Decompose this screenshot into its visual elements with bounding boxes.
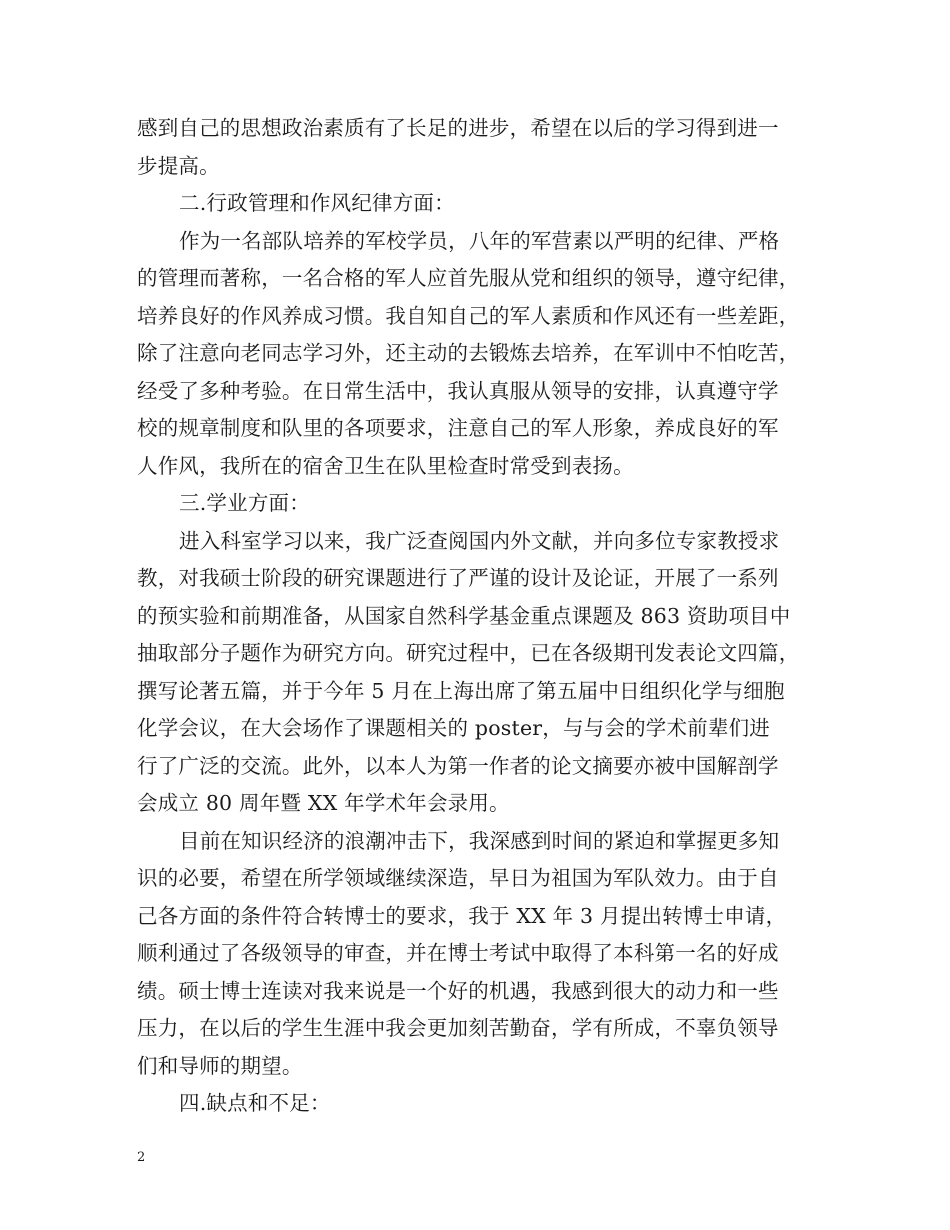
text-line: 己各方面的条件符合转博士的要求，我于 XX 年 3 月提出转博士申请，	[137, 903, 787, 928]
text-line: 目前在知识经济的浪潮冲击下，我深感到时间的紧迫和掌握更多知	[179, 828, 780, 853]
text-line: 经受了多种考验。在日常生活中，我认真服从领导的安排，认真遵守学	[137, 378, 779, 403]
text-line: 四.缺点和不足：	[179, 1091, 331, 1115]
page-number: 2	[137, 1150, 146, 1165]
text-line: 步提高。	[137, 153, 220, 178]
text-line: 抽取部分子题作为研究方向。研究过程中，已在各级期刊发表论文四篇，	[137, 641, 800, 665]
text-line: 培养良好的作风养成习惯。我自知自己的军人素质和作风还有一些差距，	[137, 303, 800, 328]
text-line: 人作风，我所在的宿舍卫生在队里检查时常受到表扬。	[137, 453, 634, 478]
text-line: 顺利通过了各级领导的审查，并在博士考试中取得了本科第一名的好成	[137, 941, 779, 965]
text-line: 除了注意向老同志学习外，还主动的去锻炼去培养，在军训中不怕吃苦，	[137, 341, 800, 365]
text-line: 们和导师的期望。	[137, 1053, 303, 1078]
text-line: 教，对我硕士阶段的研究课题进行了严谨的设计及论证，开展了一系列	[137, 566, 779, 590]
text-line: 作为一名部队培养的军校学员，八年的军营素以严明的纪律、严格	[179, 228, 780, 253]
text-line: 会成立 80 周年暨 XX 年学术年会录用。	[137, 791, 510, 815]
text-line: 的预实验和前期准备，从国家自然科学基金重点课题及 863 资助项目中	[137, 603, 791, 628]
text-line: 绩。硕士博士连读对我来说是一个好的机遇，我感到很大的动力和一些	[137, 978, 779, 1003]
text-line: 二.行政管理和作风纪律方面：	[179, 191, 455, 215]
text-line: 校的规章制度和队里的各项要求，注意自己的军人形象，养成良好的军	[137, 416, 779, 440]
text-line: 行了广泛的交流。此外，以本人为第一作者的论文摘要亦被中国解剖学	[137, 753, 779, 778]
text-line: 三.学业方面：	[179, 491, 310, 515]
text-line: 化学会议，在大会场作了课题相关的 poster，与与会的学术前辈们进	[137, 716, 770, 740]
text-line: 撰写论著五篇，并于今年 5 月在上海出席了第五届中日组织化学与细胞	[137, 678, 785, 703]
text-line: 感到自己的思想政治素质有了长足的进步，希望在以后的学习得到进一	[137, 116, 779, 140]
text-line: 压力，在以后的学生生涯中我会更加刻苦勤奋，学有所成，不辜负领导	[137, 1016, 779, 1040]
document-body	[137, 110, 817, 1123]
text-line: 进入科室学习以来，我广泛查阅国内外文献，并向多位专家教授求	[179, 528, 780, 553]
text-line: 识的必要，希望在所学领域继续深造，早日为祖国为军队效力。由于自	[137, 866, 779, 890]
text-line: 的管理而著称，一名合格的军人应首先服从党和组织的领导，遵守纪律，	[137, 266, 800, 290]
